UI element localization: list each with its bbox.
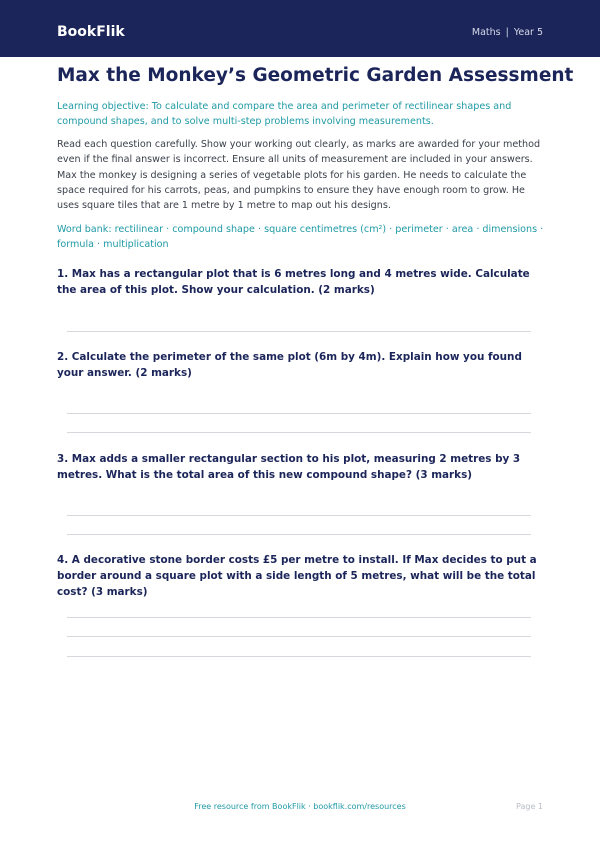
answer-line[interactable] <box>67 413 531 414</box>
answer-line[interactable] <box>67 656 531 657</box>
answer-line[interactable] <box>67 534 531 535</box>
brand-logo-text[interactable]: BookFlik <box>57 24 125 40</box>
question-1: 1. Max has a rectangular plot that is 6 metres long and 4 metres wide. Calculate the area of this plot. Show your calculation. (2 marks) <box>57 268 530 296</box>
page-header <box>0 0 600 57</box>
subject-year-label <box>472 26 543 40</box>
intro-paragraph: Max the monkey is designing a series of vegetable plots for his garden. He needs to calculate the space required for his carrots, peas, and pumpkins to ensure they have enough room to grow. He uses square tiles that are 1 metre by 1 metre to map out his designs. <box>57 170 527 211</box>
answer-line[interactable] <box>67 617 531 618</box>
instructions-paragraph: Read each question carefully. Show your working out clearly, as marks are awarded for your method even if the final answer is incorrect. Ensure all units of measurement are included in your answers. <box>57 139 541 165</box>
question-4: 4. A decorative stone border costs £5 per metre to install. If Max decides to put a border around a square plot with a side length of 5 metres, what will be the total cost? (3 marks) <box>57 554 537 598</box>
subject-label: Maths <box>471 27 501 38</box>
learning-objective: Learning objective: To calculate and compare the area and perimeter of rectilinear shapes and compound shapes, and to solve multi-step problems involving measurements. <box>57 101 512 127</box>
answer-line[interactable] <box>67 331 531 332</box>
year-label: Year 5 <box>513 27 543 38</box>
word-bank: Word bank: rectilinear · compound shape · square centimetres (cm²) · perimeter · area · dimensions · formula · multiplication <box>57 224 544 250</box>
page-title: Max the Monkey’s Geometric Garden Assessment <box>57 65 574 86</box>
question-2: 2. Calculate the perimeter of the same plot (6m by 4m). Explain how you found your answer. (2 marks) <box>57 351 522 379</box>
question-3: 3. Max adds a smaller rectangular section to his plot, measuring 2 metres by 3 metres. What is the total area of this new compound shape? (3 marks) <box>57 453 521 481</box>
answer-line[interactable] <box>67 432 531 433</box>
answer-line[interactable] <box>67 636 531 637</box>
answer-line[interactable] <box>67 515 531 516</box>
page-number: Page 1 <box>516 802 543 811</box>
footer-resource-link[interactable]: Free resource from BookFlik · bookflik.com/resources <box>194 802 406 811</box>
header-separator: | <box>505 27 509 38</box>
